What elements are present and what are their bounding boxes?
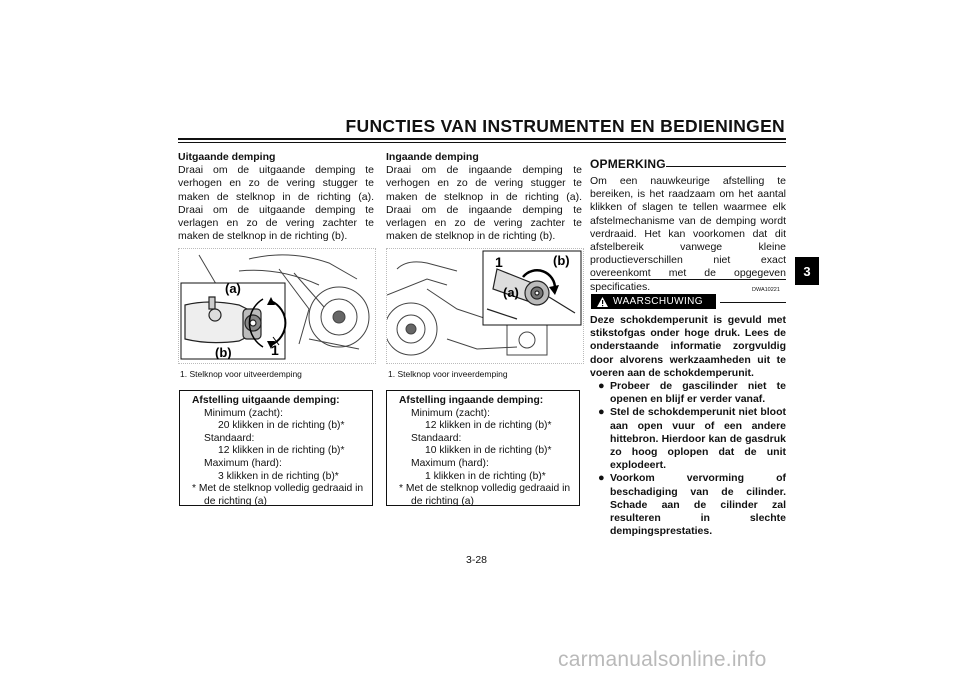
bullet-dot-icon: ● — [598, 380, 605, 393]
warning-section — [590, 314, 786, 538]
label-a: (a) — [503, 285, 519, 300]
compression-max-value: 1 klikken in de richting (b)* — [425, 470, 546, 482]
warning-bullet — [598, 406, 786, 472]
label-b: (b) — [215, 345, 232, 360]
bullet-dot-icon: ● — [598, 472, 605, 485]
rebound-note-1: * Met de stelknop volledig gedraaid in — [192, 483, 364, 495]
note-title: OPMERKING — [590, 157, 666, 171]
rebound-damping-heading: Uitgaande demping — [178, 151, 276, 163]
note-end-rule — [590, 279, 786, 280]
warning-rule — [720, 302, 786, 303]
compression-figure-caption: 1. Stelknop voor inveerdemping — [388, 369, 508, 379]
title-rule-thin — [178, 142, 786, 143]
rebound-max-label: Maximum (hard): — [204, 457, 282, 469]
rebound-std-label: Standaard: — [204, 432, 255, 444]
warning-bullet-text: Probeer de gascilinder niet te openen en blijf er verder vanaf. — [610, 380, 786, 406]
rebound-damping-section — [178, 151, 374, 243]
rebound-box-title: Afstelling uitgaande demping: — [192, 395, 340, 406]
page-title: FUNCTIES VAN INSTRUMENTEN EN BEDIENINGEN — [345, 116, 785, 136]
note-text: Om een nauwkeurige afstelling te bereiken, is het raadzaam om het aantal klikken of slagen te tellen waarmee elk afstelmechanisme van de demping wordt verdraaid. Het kan voorkomen dat dit afstelbereik vanwege kleine productieverschillen niet exact overeenkomt met de opgegeven specificaties. — [590, 175, 786, 293]
title-rule — [178, 138, 786, 140]
label-1: 1 — [495, 254, 503, 270]
rebound-std-value: 12 klikken in de richting (b)* — [218, 445, 345, 457]
compression-box-title: Afstelling ingaande demping: — [399, 395, 544, 406]
compression-damping-heading: Ingaande demping — [386, 151, 479, 163]
page-number: 3-28 — [466, 554, 488, 566]
label-1: 1 — [271, 342, 279, 358]
compression-adjuster-figure — [386, 248, 584, 364]
rebound-adjuster-figure — [178, 248, 376, 364]
note-title-rule — [666, 166, 786, 167]
compression-max-label: Maximum (hard): — [411, 457, 489, 469]
compression-min-label: Minimum (zacht): — [411, 407, 490, 419]
rebound-max-value: 3 klikken in de richting (b)* — [218, 470, 339, 482]
watermark: carmanualsonline.info — [558, 648, 767, 671]
label-b: (b) — [553, 253, 570, 268]
compression-std-value: 10 klikken in de richting (b)* — [425, 445, 552, 457]
warning-triangle-icon — [597, 297, 608, 307]
warning-code: DWA10221 — [752, 287, 780, 293]
warning-bullet-text: Voorkom vervorming of beschadiging van de cilinder. Schade aan de cilinder zal resulteren in slechte dempingsprestaties. — [610, 472, 786, 538]
chapter-tab: 3 — [795, 257, 819, 285]
label-a: (a) — [225, 281, 241, 296]
warning-label: WAARSCHUWING — [613, 296, 703, 307]
rebound-settings-box — [179, 390, 373, 506]
rebound-damping-text: Draai om de uitgaande demping te verhogen en zo de vering stugger te maken de stelknop in de richting (a). Draai om de uitgaande demping te verlagen en zo de vering zachter te maken de stelknop in de richting (b). — [178, 164, 374, 243]
warning-text: Deze schokdemperunit is gevuld met stikstofgas onder hoge druk. Lees de onderstaande informatie zorgvuldig door alvorens werkzaamheden uit te voeren aan de schokdemperunit. — [590, 314, 786, 379]
compression-note-1: * Met de stelknop volledig gedraaid in — [399, 483, 571, 495]
rebound-min-label: Minimum (zacht): — [204, 407, 283, 419]
compression-std-label: Standaard: — [411, 432, 462, 444]
bullet-dot-icon: ● — [598, 406, 605, 419]
warning-bullet — [598, 380, 786, 406]
warning-badge — [591, 294, 716, 309]
warning-bullet-text: Stel de schokdemperunit niet bloot aan open vuur of een andere hittebron. Hierdoor kan de gasdruk zo hoog oplopen dat de unit explodeert. — [610, 406, 786, 472]
compression-settings-box — [386, 390, 580, 506]
rebound-min-value: 20 klikken in de richting (b)* — [218, 420, 345, 432]
compression-min-value: 12 klikken in de richting (b)* — [425, 420, 552, 432]
compression-damping-text: Draai om de ingaande demping te verhogen en zo de vering stugger te maken de stelknop in de richting (a). Draai om de ingaande demping te verlagen en zo de vering zachter te maken de stelknop in de richting (b). — [386, 164, 582, 243]
compression-damping-section — [386, 151, 582, 243]
warning-bullet — [598, 472, 786, 538]
compression-note-2: de richting (a) — [411, 495, 474, 507]
rebound-figure-caption: 1. Stelknop voor uitveerdemping — [180, 369, 302, 379]
rebound-note-2: de richting (a) — [204, 495, 267, 507]
